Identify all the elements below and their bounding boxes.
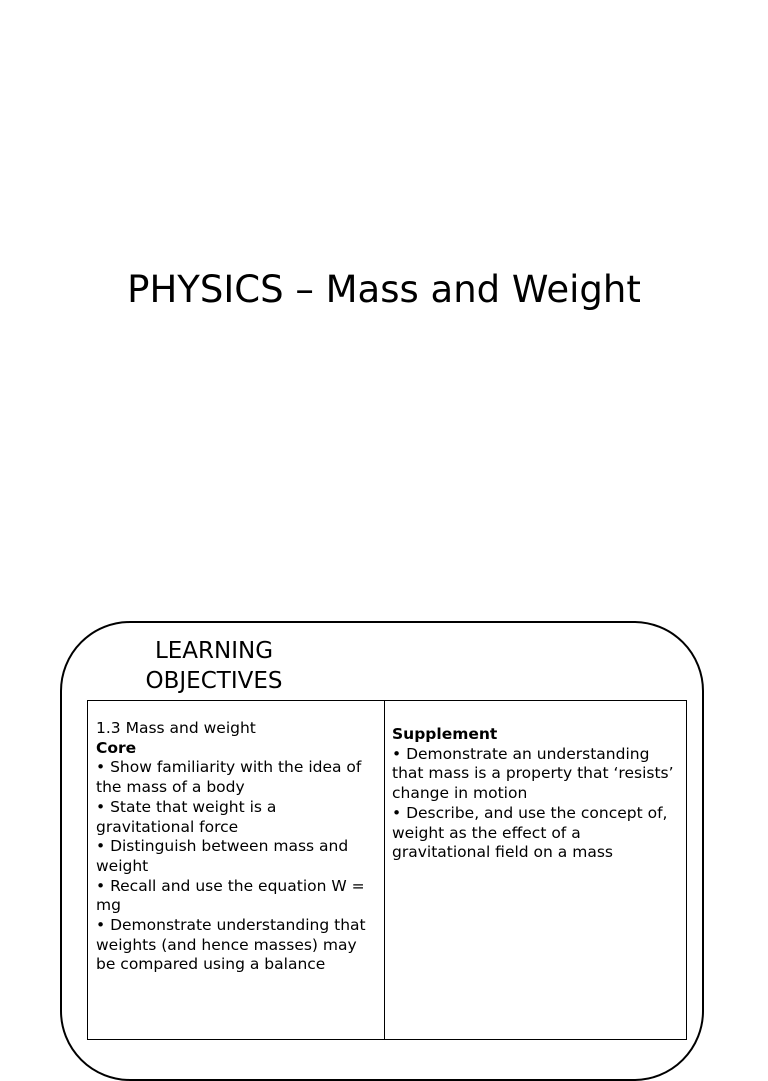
core-item: • Distinguish between mass and weight — [96, 837, 349, 875]
section-heading: 1.3 Mass and weight — [96, 719, 256, 737]
page-title: PHYSICS – Mass and Weight — [127, 268, 641, 311]
supplement-label: Supplement — [392, 725, 498, 743]
core-item: • Recall and use the equation W = mg — [96, 876, 365, 915]
learning-objectives-heading — [120, 636, 308, 696]
supplement-item: • Demonstrate an understanding that mass is a property that ‘resists’ change in motion — [392, 744, 674, 803]
core-label: Core — [96, 738, 137, 757]
core-item: • Demonstrate understanding that weights (and hence masses) may be compared using a balance — [96, 916, 366, 974]
heading-line-2: OBJECTIVES — [145, 668, 283, 694]
core-column — [88, 701, 385, 1039]
objectives-table — [87, 700, 687, 1040]
core-item: • Show familiarity with the idea of the mass of a body — [96, 758, 362, 797]
heading-line-1: LEARNING — [154, 638, 274, 664]
core-item: • State that weight is a gravitational force — [96, 797, 277, 836]
supplement-column — [385, 701, 686, 1039]
supplement-item: • Describe, and use the concept of, weight as the effect of a gravitational field on a mass — [392, 803, 668, 862]
